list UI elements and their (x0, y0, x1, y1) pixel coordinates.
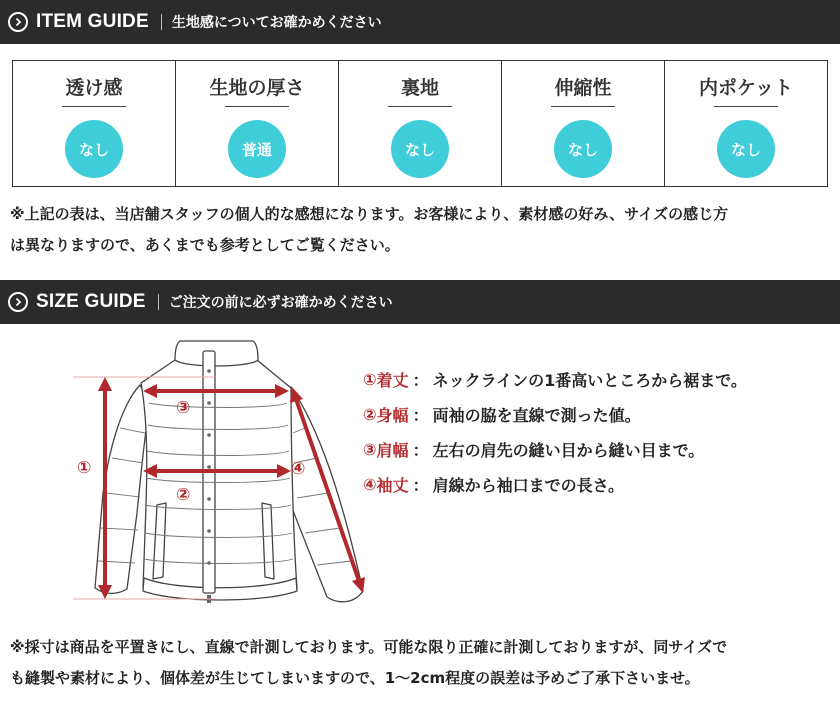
measurement-colon: ： (412, 406, 429, 425)
chevron-right-circle-icon (8, 12, 28, 32)
size-guide-subtitle: ご注文の前に必ずお確かめください (168, 295, 393, 311)
header-divider (161, 14, 162, 30)
size-guide-note-line: ※採寸は商品を平置きにし、直線で計測しております。可能な限り正確に計測しておりますが、同サイズで (10, 638, 728, 656)
measurement-desc: 両袖の脇を直線で測った値。 (432, 406, 641, 425)
diagram-label-2: ② (176, 485, 191, 505)
item-guide-cell (665, 61, 827, 186)
item-guide-cell (339, 61, 502, 186)
item-guide-header (0, 0, 840, 44)
size-guide-header (0, 280, 840, 324)
measurement-colon: ： (412, 476, 429, 495)
diagram-label-3: ③ (176, 398, 191, 418)
measurement-number: ④ (363, 475, 377, 494)
chevron-right-circle-icon (8, 292, 28, 312)
item-guide-value-badge: なし (391, 120, 449, 178)
item-guide-note-line: は異なりますので、あくまでも参考としてご覧ください。 (10, 236, 400, 254)
label-underline (225, 106, 289, 107)
item-guide-value-badge: 普通 (228, 120, 286, 178)
label-underline (388, 106, 452, 107)
size-guide-note (10, 632, 830, 694)
diagram-label-1: ① (77, 458, 92, 478)
item-guide-cell (502, 61, 665, 186)
item-guide-subtitle: 生地感についてお確かめください (171, 15, 382, 31)
size-guide-note-line: も縫製や素材により、個体差が生じてしまいますので、1〜2cm程度の誤差は予めご了承下さいませ。 (10, 669, 700, 687)
item-guide-title: ITEM GUIDE (36, 11, 149, 32)
measurement-row (363, 467, 747, 502)
down-jacket-illustration (65, 333, 385, 613)
measurement-number: ① (363, 370, 377, 389)
item-guide-cell (13, 61, 176, 186)
item-guide-value-badge: なし (65, 120, 123, 178)
measurement-desc: 肩線から袖口までの長さ。 (432, 476, 624, 495)
diagram-label-4: ④ (291, 459, 306, 479)
measurement-name: 身幅 (376, 406, 409, 425)
measurement-row (363, 432, 747, 467)
item-guide-value-badge: なし (554, 120, 612, 178)
measurement-name: 肩幅 (376, 441, 409, 460)
item-guide-label: 裏地 (400, 77, 439, 99)
measurement-desc: ネックラインの1番高いところから裾まで。 (432, 371, 747, 390)
item-guide-note (10, 199, 830, 261)
measurement-name: 着丈 (376, 371, 409, 390)
measurement-desc: 左右の肩先の縫い目から縫い目まで。 (432, 441, 705, 460)
label-underline (714, 106, 778, 107)
label-underline (551, 106, 615, 107)
label-underline (62, 106, 126, 107)
item-guide-label: 内ポケット (698, 77, 794, 99)
header-divider (158, 294, 159, 310)
measurement-number: ③ (363, 440, 377, 459)
item-guide-label: 透け感 (65, 77, 123, 99)
item-guide-label: 伸縮性 (554, 77, 612, 99)
item-guide-value-badge: なし (717, 120, 775, 178)
size-guide-title: SIZE GUIDE (36, 291, 146, 312)
measurement-name: 袖丈 (376, 476, 409, 495)
measurement-number: ② (363, 405, 377, 424)
measurement-row (363, 397, 747, 432)
measurement-list (363, 362, 747, 502)
item-guide-table (12, 60, 828, 187)
measurement-colon: ： (412, 371, 429, 390)
measurement-colon: ： (412, 441, 429, 460)
item-guide-note-line: ※上記の表は、当店舗スタッフの個人的な感想になります。お客様により、素材感の好み、サイズの感じ方 (10, 205, 729, 223)
item-guide-cell (176, 61, 339, 186)
item-guide-label: 生地の厚さ (209, 77, 305, 99)
measurement-row (363, 362, 747, 397)
